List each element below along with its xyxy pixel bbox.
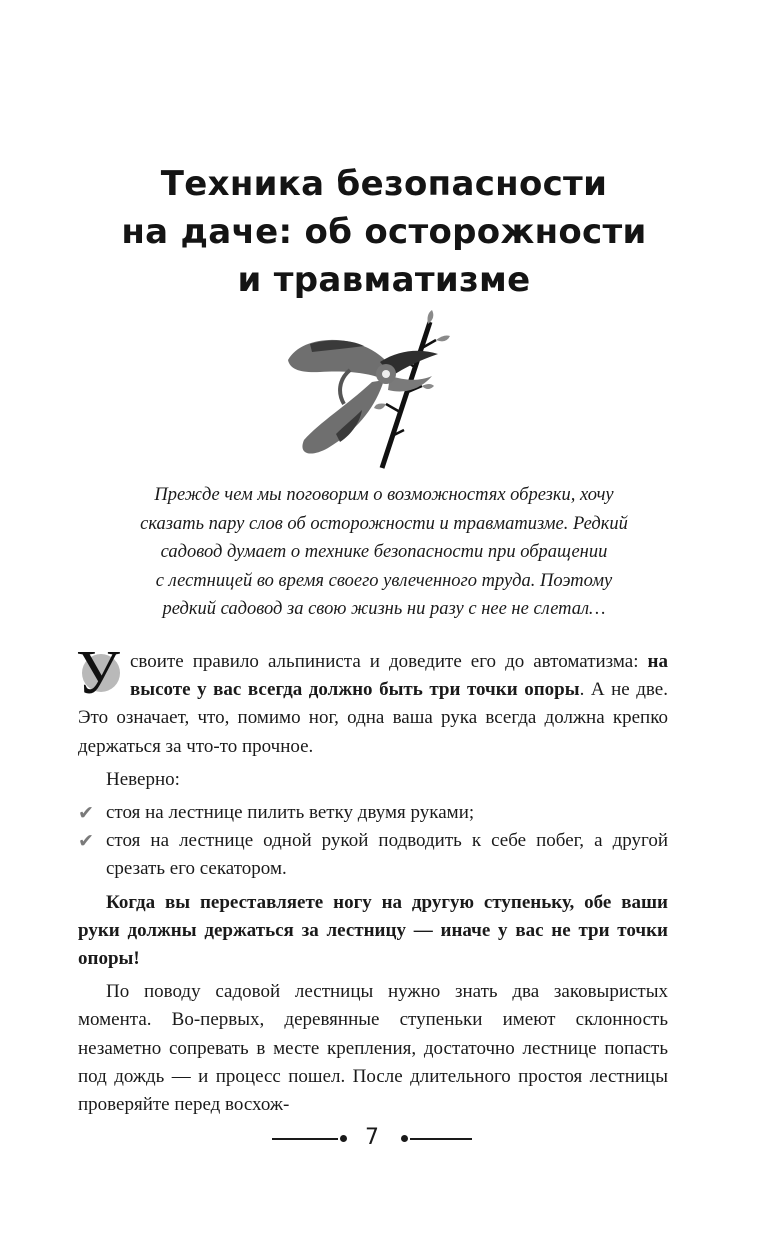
title-line: и травматизме [237,260,531,300]
footer-dot-right [401,1135,408,1142]
paragraph-text: своите правило альпиниста и доведите его до автоматизма: [130,651,648,672]
footer-dot-left [340,1135,347,1142]
list-item-text: стоя на лестнице одной рукой подводить к себе побег, а другой срезать его секатором. [106,830,668,880]
intro-line: садовод думает о технике безопасности при обращении [160,542,608,562]
page-number-footer [0,1122,768,1154]
intro-line: Прежде чем мы поговорим о возможностях обрезки, хочу [154,485,614,505]
bold-rule: на высоте у вас всегда должно быть три точки опоры [130,651,668,701]
list-item [78,799,668,827]
intro-line: с лестницей во время своего увлеченного труда. Поэтому [155,570,613,591]
bold-warning: Когда вы переставляете ногу на другую ступеньку, обе ваши руки должны держаться за лестницу — иначе у вас не три точки опоры! [78,891,668,970]
check-list [78,799,668,884]
paragraph-text: . А не две. Это означает, что, помимо ног, одна ваша рука всегда должна крепко держаться за что-то прочное. [78,679,668,757]
intro-line: сказать пару слов об осторожности и травматизме. Редкий [140,513,628,534]
paragraph-ladder: По поводу садовой лестницы нужно знать два заковыристых момента. Во-первых, деревянные ступеньки имеют склонность незаметно сопревать в месте крепления, достаточно лестнице попасть под дождь — и процесс пошел. После длительного простоя лестницы проверяйте перед восхож- [78,981,668,1116]
list-item [78,827,668,883]
paragraph-wrong: Неверно: [106,768,180,790]
footer-rule-left [272,1138,338,1140]
intro-epigraph [95,481,673,624]
chapter-title [0,160,768,304]
dropcap-letter: У [76,639,120,707]
check-icon: ✔ [78,830,94,853]
list-item-text: стоя на лестнице пилить ветку двумя руками; [106,802,475,824]
paragraph-rule [76,639,668,761]
title-line: Техника безопасности [160,164,608,204]
page-number: 7 [365,1125,379,1150]
title-line: на даче: об осторожности [121,212,647,252]
check-icon: ✔ [78,802,94,825]
dropcap [76,639,124,707]
footer-rule-right [410,1138,472,1140]
pruning-shears-icon [280,310,460,475]
intro-line: редкий садовод за свою жизнь ни разу с нее не слетал… [162,599,606,619]
body-text [76,639,668,1124]
paragraph-bold-warning [78,889,668,974]
